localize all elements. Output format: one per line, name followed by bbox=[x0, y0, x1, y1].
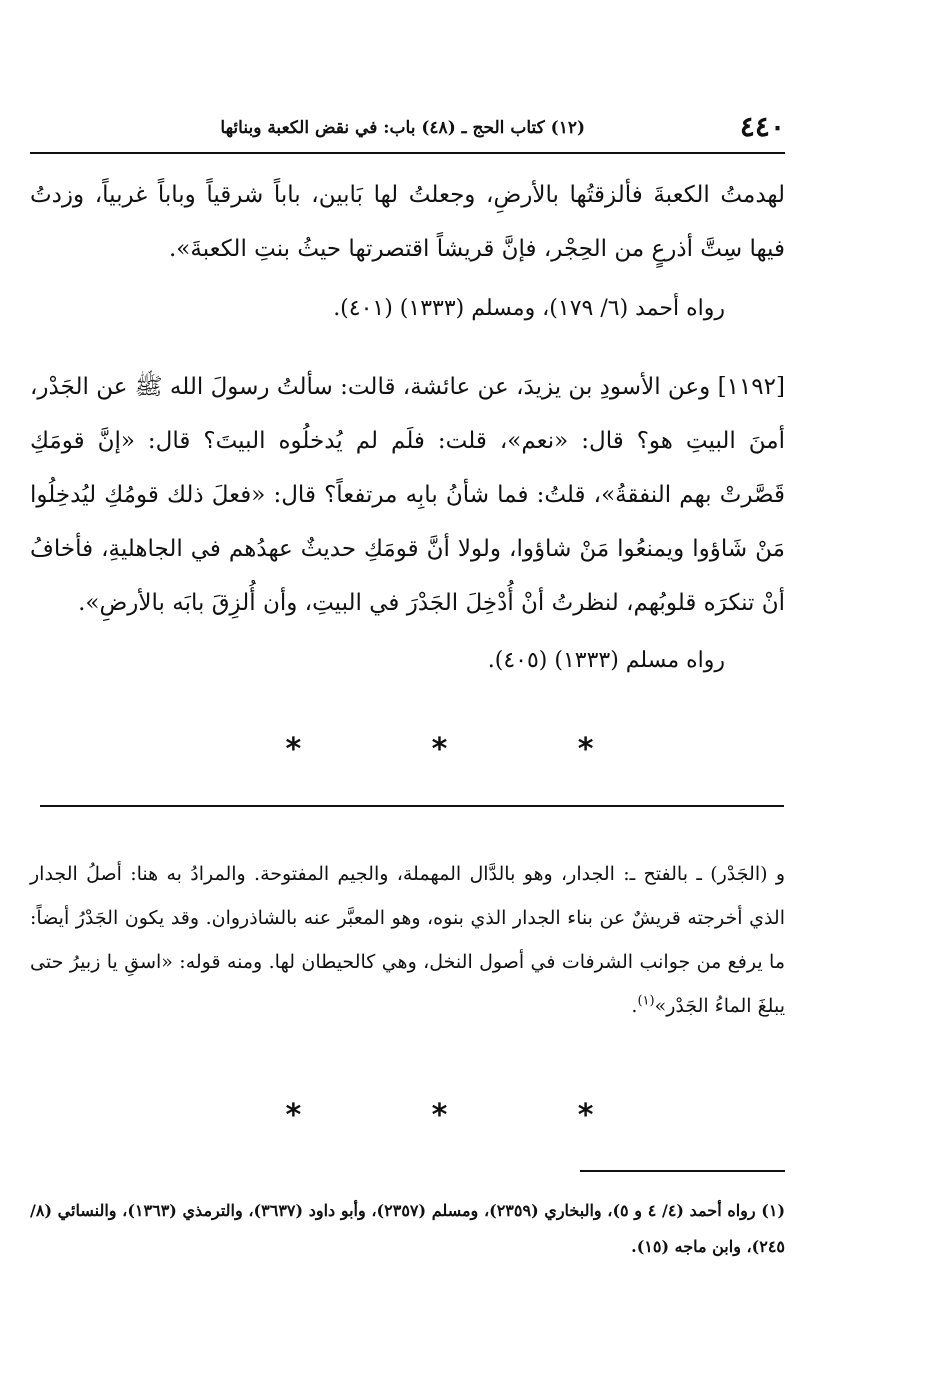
footnote-reference: (١) bbox=[637, 993, 655, 1009]
commentary-end: . bbox=[631, 995, 638, 1017]
hadith-paragraph: [١١٩٢] وعن الأسودِ بن يزيدَ، عن عائشة، قالت: سألتُ رسولَ الله ﷺ عن الجَدْر، أمنَ البيتِ هو؟ قال: «نعم»، قلت: فلَم لم يُدخلُوه البيتَ؟ قال: «إنَّ قومَكِ قَصَّرتْ بهم النفقةُ»، قلتُ: فما شأنُ بابِه مرتفعاً؟ قال: «فعلَ ذلك قومُكِ ليُدخِلُوا مَنْ شَاؤوا ويمنعُوا مَنْ شاؤوا، ولولا أنَّ قومَكِ حديثٌ عهدُهم في الجاهليةِ، فأخافُ أنْ تنكرَه قلوبُهم، لنظرتُ أنْ أُدْخِلَ الجَدْرَ في البيتِ، وأن أُلزِقَ بابَه بالأرضِ». bbox=[30, 374, 785, 616]
footnote-rule bbox=[580, 1170, 785, 1172]
header-rule bbox=[30, 152, 785, 154]
commentary-body: و (الجَدْر) ـ بالفتح ـ: الجدار، وهو بالدَّال المهملة، والجيم المفتوحة. والمرادُ به هنا: أصلُ الجدار الذي أخرجته قريشٌ عن بناء الجدار الذي بنوه، وهو المعبَّر عنه بالشاذروان. وقد يكون الجَدْرُ أيضاً: ما يرفع من جوانب الشرفات في أصول النخل، وهي كالحيطان لها. ومنه قوله: «اسقِ يا زبيرُ حتى يبلغَ الماءُ الجَدْر» bbox=[30, 863, 786, 1017]
source-citation-2: رواه مسلم (١٣٣٣) (٤٠٥). bbox=[487, 648, 725, 673]
commentary-text bbox=[30, 852, 785, 1028]
source-citation: رواه أحمد (٦/ ١٧٩)، ومسلم (١٣٣٣) (٤٠١). bbox=[333, 296, 725, 321]
section-separator-stars: * * * bbox=[285, 732, 654, 767]
page-header bbox=[30, 110, 785, 150]
paragraph-continuation: لهدمتُ الكعبةَ فألزقتُها بالأرضِ، وجعلتُ لها بَابين، باباً شرقياً وباباً غربياً، وزدتُ فيها سِتَّ أذرعٍ من الحِجْر، فإنَّ قريشاً اقتصرتها حيثُ بنتِ الكعبةَ». bbox=[30, 182, 785, 262]
footnote: (١) رواه أحمد (٤/ ٤ و ٥)، والبخاري (٢٣٥٩)، ومسلم (٢٣٥٧)، وأبو داود (٣٦٣٧)، والترمذي (١٣٦٣)، والنسائي (٨/ ٢٤٥)، وابن ماجه (١٥). bbox=[30, 1201, 786, 1256]
main-text bbox=[30, 168, 785, 688]
section-separator-stars-2: * * * bbox=[285, 1098, 654, 1133]
page-number: ٤٤٠ bbox=[739, 110, 785, 143]
running-head: (١٢) كتاب الحج ـ (٤٨) باب: في نقض الكعبة وبنائها bbox=[220, 118, 585, 138]
section-rule bbox=[40, 805, 784, 807]
